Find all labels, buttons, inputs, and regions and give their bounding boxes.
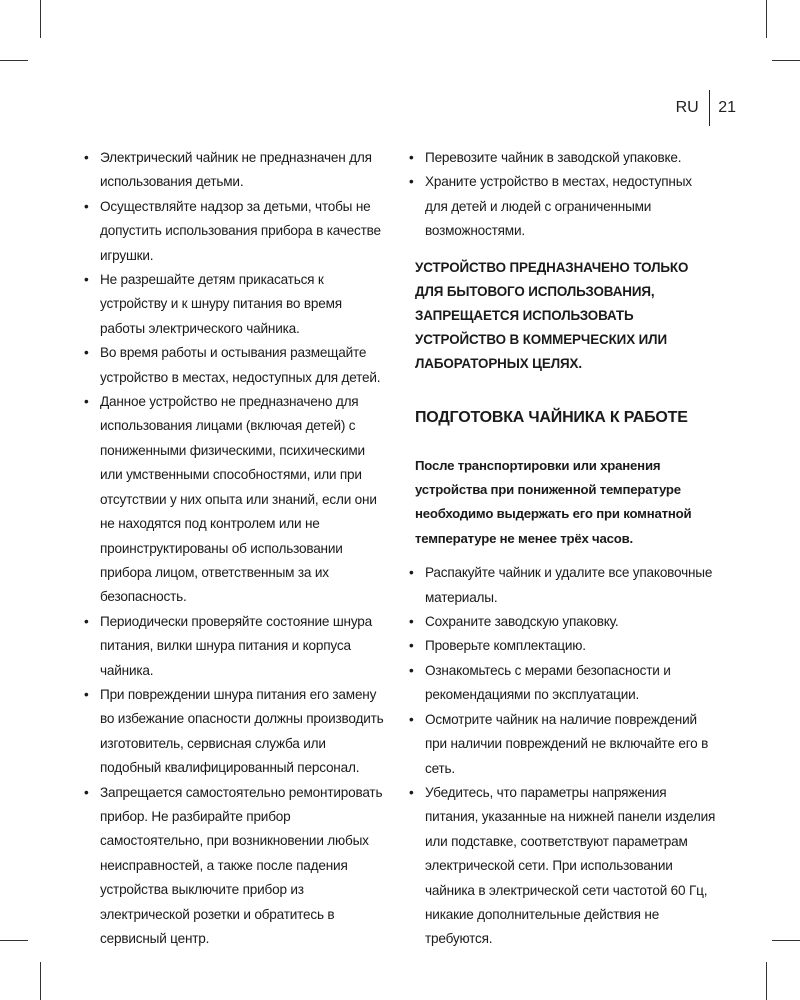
crop-mark — [40, 0, 41, 38]
list-item: • Осмотрите чайник на наличие повреждений при наличии повреждений не включайте его в сеть. — [407, 708, 717, 781]
list-item: • Во время работы и остывания размещайте устройство в местах, недоступных для детей. — [82, 341, 390, 390]
list-item: • Запрещается самостоятельно ремонтировать прибор. Не разбирайте прибор самостоятельно, при возникновении любых неисправностей, а также после падения устройства выключите прибор из электрической розетки и обратитесь в сервисный центр. — [82, 781, 390, 952]
page-number: 21 — [718, 99, 736, 116]
header-divider — [709, 90, 711, 126]
crop-mark — [766, 0, 767, 38]
crop-mark — [40, 962, 41, 1000]
list-item: • Ознакомьтесь с мерами безопасности и рекомендациями по эксплуатации. — [407, 659, 717, 708]
preparation-list — [407, 561, 717, 952]
list-item: • Осуществляйте надзор за детьми, чтобы не допустить использования прибора в качестве игрушки. — [82, 195, 390, 268]
right-column — [407, 146, 717, 952]
list-item: • Проверьте комплектацию. — [407, 634, 717, 658]
temperature-notice: После транспортировки или хранения устройства при пониженной температуре необходимо выдержать его при комнатной температуре не менее трёх часов. — [415, 457, 692, 546]
storage-list — [407, 146, 717, 244]
crop-mark — [772, 60, 800, 61]
list-item: • Сохраните заводскую упаковку. — [407, 610, 717, 634]
list-item: • Распакуйте чайник и удалите все упаковочные материалы. — [407, 561, 717, 610]
crop-mark — [772, 940, 800, 941]
page-header — [676, 90, 736, 126]
usage-warning: УСТРОЙСТВО ПРЕДНАЗНАЧЕНО ТОЛЬКО ДЛЯ БЫТОВОГО ИСПОЛЬЗОВАНИЯ, ЗАПРЕЩАЕТСЯ ИСПОЛЬЗОВАТЬ УСТРОЙСТВО В КОММЕРЧЕСКИХ ИЛИ ЛАБОРАТОРНЫХ ЦЕЛЯХ. — [415, 259, 689, 371]
list-item: • При повреждении шнура питания его замену во избежание опасности должны производить изготовитель, сервисная служба или подобный квалифицированный персонал. — [82, 683, 390, 781]
list-item: • Храните устройство в местах, недоступных для детей и людей с ограниченными возможностями. — [407, 170, 717, 243]
list-item: • Электрический чайник не предназначен для использования детьми. — [82, 146, 390, 195]
crop-mark — [766, 962, 767, 1000]
language-code: RU — [675, 99, 699, 116]
crop-mark — [0, 60, 28, 61]
list-item: • Убедитесь, что параметры напряжения питания, указанные на нижней панели изделия или подставке, соответствуют параметрам электрической сети. При использовании чайника в электрической сети частотой 60 Гц, никакие дополнительные действия не требуются. — [407, 781, 717, 952]
section-title: ПОДГОТОВКА ЧАЙНИКА К РАБОТЕ — [415, 408, 688, 426]
crop-mark — [0, 940, 28, 941]
left-column — [82, 146, 390, 951]
list-item: • Не разрешайте детям прикасаться к устройству и к шнуру питания во время работы электрического чайника. — [82, 268, 390, 341]
safety-list — [82, 146, 390, 951]
list-item: • Данное устройство не предназначено для использования лицами (включая детей) с пониженными физическими, психическими или умственными способностями, или при отсутствии у них опыта или знаний, если они не находятся под контролем или не проинструктированы об использовании прибора лицом, ответственным за их безопасность. — [82, 390, 390, 610]
list-item: • Периодически проверяйте состояние шнура питания, вилки шнура питания и корпуса чайника. — [82, 610, 390, 683]
list-item: • Перевозите чайник в заводской упаковке. — [407, 146, 717, 170]
